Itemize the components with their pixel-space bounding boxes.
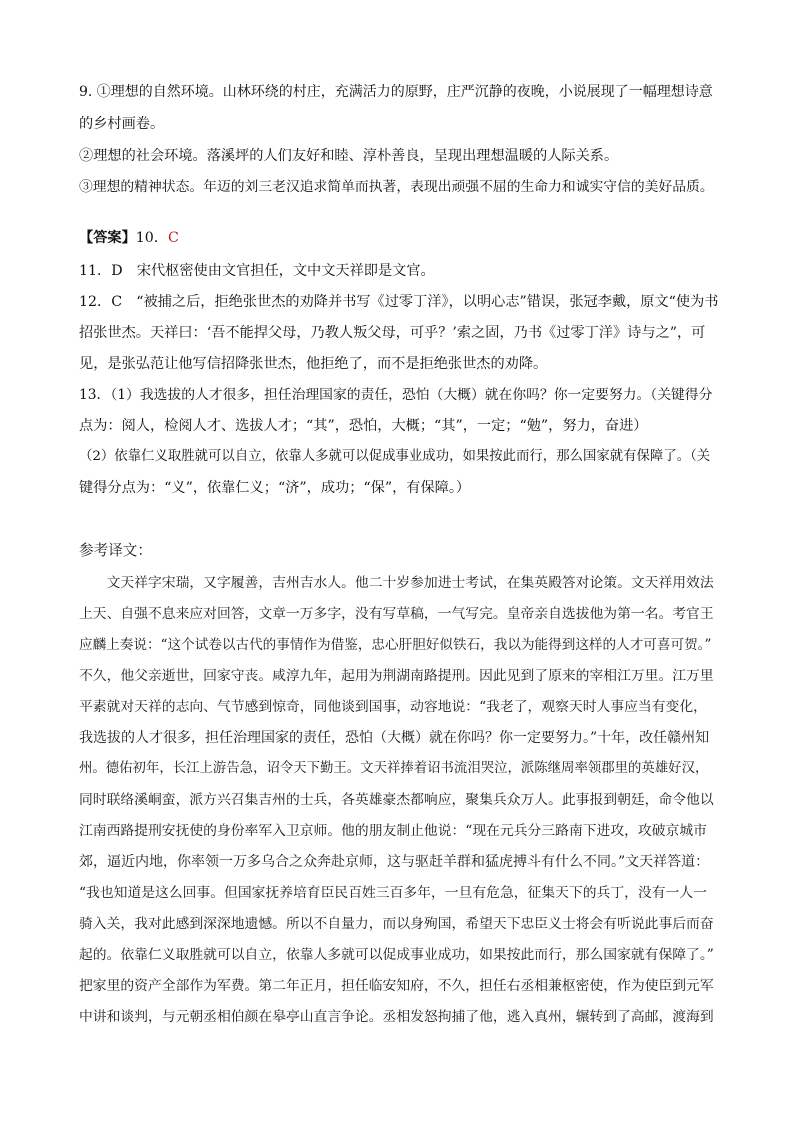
q13-line-2: 点为：阅人，检阅人才、选拔人才；“其”，恐怕，大概；“其”，一定；“勉”，努力，奋进） <box>79 418 648 434</box>
translation-line: 不久，他父亲逝世，回家守丧。咸淳九年，起用为荆湖南路提刑。因此见到了原来的宰相江万里。江万里 <box>79 668 714 684</box>
translation-line: 郊，逼近内地，你率领一万多乌合之众奔赴京师，这与驱赶羊群和猛虎搏斗有什么不同。”文天祥答道： <box>79 854 710 870</box>
translation-heading: 参考译文： <box>79 542 152 559</box>
translation-line: 江南西路提刑安抚使的身份率军入卫京师。他的朋友制止他说：“现在元兵分三路南下进攻，攻破京城市 <box>79 823 707 839</box>
q10-number: 10． <box>135 230 169 246</box>
translation-line: 平素就对天祥的志向、气节感到惊奇，同他谈到国事，动容地说：“我老了，观察天时人事应当有变化， <box>79 699 707 715</box>
q13-line-3: （2）依靠仁义取胜就可以自立，依靠人多就可以促成事业成功，如果按此而行，那么国家就有保障了。（关 <box>79 449 711 464</box>
answer-label: 【答案】 <box>79 230 136 246</box>
q9-line-4: ③理想的精神状态。年迈的刘三老汉追求简单而执著，表现出顽强不屈的生命力和诚实守信的美好品质。 <box>79 179 714 195</box>
q12-line-3: 见，是张弘范让他写信招降张世杰，他拒绝了，而不是拒绝张世杰的劝降。 <box>79 356 548 372</box>
translation-line: 同时联络溪峒蛮，派方兴召集吉州的士兵，各英雄豪杰都响应，聚集兵众万人。此事报到朝廷，命令他以 <box>79 792 714 808</box>
translation-line: 我选拔的人才很多，担任治理国家的责任，恐怕（大概）就在你吗？你一定要努力。”十年，改任赣州知 <box>79 730 710 746</box>
answer-line <box>79 228 719 248</box>
q9-line-3: ②理想的社会环境。落溪坪的人们友好和睦、淳朴善良，呈现出理想温暖的人际关系。 <box>79 148 619 164</box>
q13-line-1: 13．（1）我选拔的人才很多，担任治理国家的责任，恐怕（大概）就在你吗？你一定要努力。（关键得分 <box>79 387 713 403</box>
q11-line: 11．D 宋代枢密使由文官担任，文中文天祥即是文官。 <box>79 263 435 279</box>
q10-choice: C <box>168 230 179 246</box>
translation-line: 中讲和谈判，与元朝丞相伯颜在皋亭山直言争论。丞相发怒拘捕了他，逃入真州，辗转到了高邮，渡海到 <box>79 1009 714 1025</box>
translation-line: 把家里的资产全部作为军费。第二年正月，担任临安知府，不久，担任右丞相兼枢密使，作为使臣到元军 <box>79 978 714 994</box>
translation-line: 州。德佑初年，长江上游告急，诏令天下勤王。文天祥捧着诏书流泪哭泣，派陈继周率领郡里的英雄好汉， <box>79 761 709 776</box>
translation-line: 文天祥字宋瑞，又字履善，吉州吉水人。他二十岁参加进士考试，在集英殿答对论策。文天祥用效法 <box>79 575 714 591</box>
q13-line-4: 键得分点为：“义”，依靠仁义；“济”，成功；“保”，有保障。） <box>79 480 471 496</box>
translation-line: “我也知道是这么回事。但国家抚养培育臣民百姓三百多年，一旦有危急，征集天下的兵丁，没有一人一 <box>79 885 707 901</box>
q12-line-1: 12．C “被捕之后，拒绝张世杰的劝降并书写《过零丁洋》，以明心志”错误，张冠李戴，原文“使为书 <box>79 294 719 310</box>
translation-line: 骑入关，我对此感到深深地遗憾。所以不自量力，而以身殉国，希望天下忠臣义士将会有听说此事后而奋 <box>79 916 714 932</box>
q9-line-1: 9. ①理想的自然环境。山林环绕的村庄，充满活力的原野，庄严沉静的夜晚，小说展现了一幅理想诗意 <box>79 84 713 100</box>
q9-line-2: 的乡村画卷。 <box>79 116 165 132</box>
translation-line: 应麟上奏说：“这个试卷以古代的事情作为借鉴，忠心肝胆好似铁石，我以为能得到这样的人才可喜可贺。” <box>79 637 712 653</box>
q12-line-2: 招张世杰。天祥曰：‘吾不能捍父母，乃教人叛父母，可乎？’索之固，乃书《过零丁洋》诗与之”，可 <box>79 325 706 341</box>
translation-line: 起的。依靠仁义取胜就可以自立，依靠人多就可以促成事业成功，如果按此而行，那么国家就有保障了。” <box>79 947 714 963</box>
translation-line: 上天、自强不息来应对回答，文章一万多字，没有写草稿，一气写完。皇帝亲自选拔他为第一名。考官王 <box>79 606 714 622</box>
